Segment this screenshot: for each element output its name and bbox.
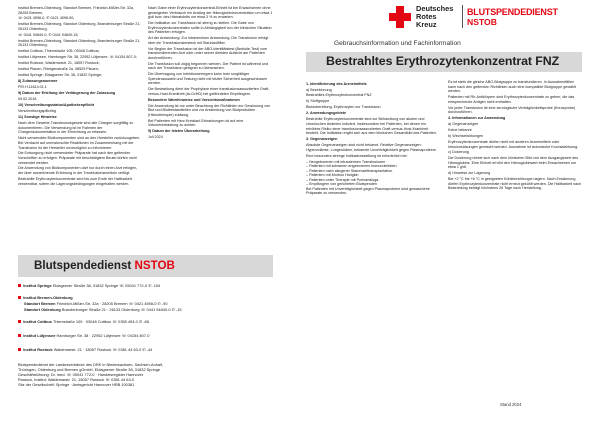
col2-paragraph: Die Transfusion soll zügig begonnen werden. Der Patient ist während und nach der Transfusion geeignet zu überwachen. (148, 61, 269, 71)
col1-paragraph: Institut Lütjensee, Hamburger Str. 38, 22952 Lütjensee, ☏ 04154 807-0; (18, 55, 137, 60)
institute-address: Eldagsener Straße 38, 31832 Springe ☏ 05041 772-0 ✆ -154 (52, 284, 161, 289)
institute-name: Institut Springe (23, 284, 52, 289)
section-heading: 4. Informationen zur Anwendung (448, 116, 506, 121)
col1-paragraph: Nach dem Gewebe-Transfusionsgesetz sind alle Chargen sorgfältig zu dokumentieren. Die Verwendung ist im Rahmen der Chargendokumentation in der Einrichtung zu erfassen. (18, 121, 134, 135)
institute-name: Institut Lütjensee (23, 334, 56, 339)
col3-paragraph: Eine besonders strenge Indikationsstellung ist erforderlich bei: (306, 153, 408, 158)
col1-paragraph: ☏ 0441 94840-0, ✆ 0441 94840-15; (18, 32, 79, 37)
contacts-line: Thüringen, Oldenburg und Bremen gGmbH, Eldagsener Straße 38, 31832 Springe (18, 367, 161, 373)
col3-paragraph: Absolute Gegenanzeigen sind nicht bekannt. Relative Gegenanzeigen: Hypervolämie, Lungenödem, bekannte Unverträglichkeit gegen Plasmaproteine. (306, 143, 437, 152)
sub-heading: d) Hinweise zur Lagerung (448, 171, 491, 176)
red-cross-logo-icon (389, 6, 411, 28)
col4-paragraph: Erythrozytenkonzentrate dürfen nicht mit anderen Arzneimitteln oder Infusionslösungen gemischt werden. Ausnahme ist isotonische Kochsalzlösung. (448, 139, 579, 149)
list-item: – Patienten mit schweren angeborenen Immundefekten (310, 164, 440, 169)
zulassung-value: PEI.H.11814.01.1 (18, 85, 47, 90)
col4-paragraph: Die Dosierung richtet sich nach dem klinischen Bild und dem Ausgangswert des Hämoglobins. Eine Einheit erhöht den Hämoglobinwert beim Erwachsenen um etwa 1 g/dl. (448, 156, 579, 170)
contacts-line: Blutspendedienst der Landesverbände des DRK in Niedersachsen, Sachsen-Anhalt, (18, 362, 164, 367)
brand-band-red: NSTOB (134, 259, 175, 272)
col1-intro (18, 6, 141, 78)
section-heading: 1. Identifizierung des Arzneimittels (306, 81, 367, 86)
col2-paragraph: Nach Gabe einer Erythrozytenkonzentrat-Einheit ist bei Erwachsenen ohne gesteigerten Verbrauch ein Anstieg der Hämoglobinkonzentration um etwa 1 g/dl bzw. des Hämatokrits um etwa 3 % zu erwarten. (148, 6, 273, 20)
institute-address: Waldemarstr. 21 · 18057 Rostock ☏ 0381 44 63-0 ✆ -44 (53, 348, 153, 353)
col1-paragraph: Bestrahlte Erythrozytenkonzentrate sind bis zum Ende der Haltbarkeit verwendbar, sofern die Lagerungsbedingungen eingehalten werden. (18, 176, 132, 186)
col1-paragraph: Institut Cottbus, Thiemstraße 105, 03048 Cottbus; (18, 49, 100, 54)
col1-paragraph: Nicht verwendete Blutkomponenten sind an den Hersteller zurückzugeben. Bei Verdacht auf unerwünschte Reaktionen im Zusammenhang mit der Transfusion ist der Hersteller unverzüglich zu informieren. (18, 136, 141, 150)
drk-line2: Rotes (416, 11, 437, 21)
col1-paragraph: Institut Bremen-Oldenburg, Standort Bremen, Friedrich-Mißler-Str. 32a, 28205 Bremen, (18, 6, 134, 15)
col2-paragraph: Die Bestrahlung dient der Prophylaxe einer transfusionsassoziierten Graft-versus-Host-Krankheit (ta-GvHD) bei gefährdeten Empfängern. (148, 87, 270, 96)
column-2 (148, 6, 273, 252)
institute-name: Institut Rostock (23, 348, 53, 353)
list-item: – Patienten unter Therapie mit Purinanaloga (310, 178, 440, 183)
contacts-line: Rostock, Institut: Waldemarstr. 21, 18057 Rostock ☏ 0381 44 63-0 (18, 377, 135, 383)
col2-paragraph: Art der Anwendung: Zur intravenösen Anwendung. Die Transfusion erfolgt über ein Transfusionsbesteck mit Standardfilter. (148, 36, 269, 45)
contacts-line: Geschäftsführung: Dr. med. ☏ 05041 772-0 · Handelsregister Hannover (18, 372, 144, 378)
contacts-line: Sitz der Gesellschaft: Springe · Amtsgericht Hannover HRB 100381 (18, 382, 135, 388)
col4-paragraph: Patienten mit Rh-Antikörpern sind Erythrozytenkonzentrate zu geben, die das entsprechende Antigen nicht enthalten. (448, 95, 575, 104)
column-1 (18, 6, 141, 252)
bullet-square-icon (18, 284, 21, 287)
col2-paragraph: Die Anwendung ist nur unter Beachtung der Richtlinien zur Gewinnung von Blut und Blutbestandteilen und zur Anwendung von Blutprodukten (Hämotherapie) zulässig. (148, 103, 271, 117)
section-heading: 9) Datum der Erteilung der Verlängerung der Zulassung (18, 91, 116, 96)
contraindication-list (306, 160, 440, 187)
brand-region: NSTOB (467, 17, 497, 27)
institute-row (18, 296, 280, 301)
contacts-block (18, 362, 280, 404)
brand-band-text (34, 259, 175, 272)
col1-paragraph: Die Entsorgung nicht verwendeter Präparate hat nach den geltenden Vorschriften zu erfolgen. Präparate mit beschädigtem Beutel dürfen nicht verwendet werden. (18, 151, 137, 165)
document-subtitle: Gebrauchsinformation und Fachinformation (334, 40, 461, 47)
brand-name: BLUTSPENDEDIENST (467, 7, 558, 17)
institute-address: Hamburger Str. 38 · 22952 Lütjensee ☏ 04154 807-0 (56, 334, 150, 339)
drk-line3: Kreuz (416, 19, 437, 29)
list-item: – Empfängern von gerichteten Blutspenden (310, 182, 440, 187)
column-3 (306, 80, 440, 400)
col2-paragraph: Bei Patienten mit Herz-Kreislauf-Erkrankungen ist auf eine Volumenbelastung zu achten. (148, 118, 244, 128)
section-heading: 2. Anwendungsgebiete (306, 111, 347, 116)
col2-paragraph: Die Übertragung von Infektionserregern kann trotz sorgfältiger Spenderauswahl und Testung nicht mit letzter Sicherheit ausgeschlossen werden. (148, 72, 268, 86)
col1-paragraph: Institut Bremen-Oldenburg, Standort Oldenburg, Brandenburger Straße 21, 26133 Oldenburg, (18, 22, 141, 31)
col1-paragraph: Institut Bremen-Oldenburg, Standort Oldenburg, Brandenburger Straße 21, 26133 Oldenburg; (18, 38, 141, 48)
sub-heading: c) Dosierung (448, 150, 469, 155)
section-heading: 10) Verschreibungsstatus/Apothekenpflicht (18, 103, 95, 108)
col3-paragraph: Bei Patienten mit Unverträglichkeit gegen Plasmaproteine sind gewaschene Präparate zu verwenden. (306, 186, 430, 196)
brand-band-black: Blutspendedienst (34, 259, 132, 272)
institute-row (18, 334, 280, 339)
section-heading: Besondere Warnhinweise und Vorsichtsmaßnahmen (148, 97, 240, 102)
institute-row (18, 284, 280, 289)
bullet-square-icon (18, 334, 21, 337)
col1-paragraph: Die Anwendung von Blutkomponenten darf nur durch einen Arzt erfolgen, der über ausreichende Erfahrung in der Transfusionsmedizin verfügt. (18, 166, 138, 176)
institute-row (18, 320, 280, 325)
institute-name: Institut Bremen-Oldenburg (23, 296, 73, 301)
list-item: – Neugeborenen mit intrauterinen Transfusionen (310, 160, 440, 165)
institute-name: Standort Bremen (24, 302, 56, 306)
section-heading: 8) Zulassungsnummer (18, 79, 58, 84)
institute-row (24, 308, 286, 313)
col1-paragraph: ☏ 0421 4598-0, ✆ 0421 4598-90; (18, 16, 75, 21)
section-heading: 11) Sonstige Hinweise (18, 115, 57, 120)
section-heading: 3. Gegenanzeigen (306, 137, 338, 142)
institute-address: Thiemstraße 105 · 03048 Cottbus ☏ 0355 494-0 ✆ -88 (52, 320, 149, 325)
datum-value: 09.02.2018 (18, 97, 37, 102)
sub-heading: a) Bezeichnung (306, 87, 332, 92)
bullet-square-icon (18, 296, 21, 299)
document-footer-code: Stand 2024 (500, 402, 522, 407)
institute-name: Institut Cottbus (23, 320, 52, 325)
institute-address: Brandenburger Straße 21 · 26133 Oldenburg ☏ 0441 94840-0 ✆ -15 (61, 308, 182, 312)
drk-line1: Deutsches (416, 4, 454, 13)
col4-paragraph: Vor jeder Transfusion ist eine serologische Verträglichkeitsprobe (Kreuzprobe) durchzuführen. (448, 105, 576, 115)
col1-paragraph: Institut Plauen, Röntgenstraße 2a, 08529 Plauen; (18, 67, 99, 72)
column-4 (448, 80, 582, 398)
col4-paragraph: Keine bekannt (448, 128, 472, 133)
product-group: Blutzubereitung, Erythrozyten zur Transfusion (306, 105, 381, 110)
logo-divider (462, 5, 463, 28)
col2-paragraph: Vor Beginn der Transfusion ist der ABO-Identitätstest (Bedside-Test) vom transfundierenden Arzt oder unter seiner direkten Aufsicht am Patienten durchzuführen. (148, 46, 268, 60)
list-item: – Patienten nach allogener Stammzelltransplantation (310, 169, 440, 174)
product-name: Bestrahltes Erythrozytenkonzentrat FNZ (306, 93, 372, 98)
list-item: – Patienten mit Morbus Hodgkin (310, 173, 440, 178)
institute-row (24, 302, 286, 307)
institute-name: Standort Oldenburg (24, 308, 61, 312)
institute-address: Friedrich-Mißler-Str. 32a · 28205 Bremen ☏ 0421 4598-0 ✆ -90 (56, 302, 168, 306)
sub-heading: a) Gegenanzeigen (448, 122, 479, 127)
col1-paragraph: Institut Rostock, Waldemarstr. 21, 18057 Rostock; (18, 61, 100, 66)
col1-paragraph: Institut Springe, Eldagsener Str. 38, 31832 Springe; (18, 73, 103, 78)
col4-paragraph: Bei +2 °C bis +6 °C in geeigneten Kühleinrichtungen lagern. Nach Erwärmung dürfen Erythrozytenkonzentrate nicht erneut gekühlt werden. Die Haltbarkeit nach Bestrahlung beträgt höchstens 28 Tage nach Herstellung. (448, 177, 582, 191)
section-heading: 9) Datum der letzten Überarbeitung (148, 129, 210, 134)
status-value: Verschreibungspflichtig (18, 109, 56, 114)
bullet-square-icon (18, 348, 21, 351)
col4-paragraph: Es ist stets die gleiche ABO-Blutgruppe zu transfundieren. In Ausnahmefällen kann nach den geltenden Richtlinien auch eine kompatible Blutgruppe gewählt werden. (448, 80, 576, 94)
col2-paragraph: Die Indikation zur Transfusion ist streng zu stellen. Die Gabe von Erythrozytenkonzentraten sollte in Abhängigkeit von der klinischen Situation des Patienten erfolgen. (148, 21, 272, 35)
document-title: Bestrahltes Erythrozytenkonzentrat FNZ (326, 54, 560, 68)
sub-heading: b) Wechselwirkungen (448, 134, 484, 139)
institute-row (18, 348, 280, 353)
revision-date: Juli 2024 (148, 135, 163, 140)
col3-paragraph: Bestrahlte Erythrozytenkonzentrate sind zur Behandlung von akuten und chronischen Anämien indiziert, insbesondere bei Patienten, bei denen ein erhöhtes Risiko einer transfusionsassoziierten Graft-versus-Host-Krankheit besteht. Die Indikation ergibt sich aus dem klinischen Gesamtbild des Patienten. (306, 117, 437, 136)
bullet-square-icon (18, 320, 21, 323)
drk-wordmark (416, 5, 453, 28)
sub-heading: b) Stoffgruppe (306, 99, 330, 104)
